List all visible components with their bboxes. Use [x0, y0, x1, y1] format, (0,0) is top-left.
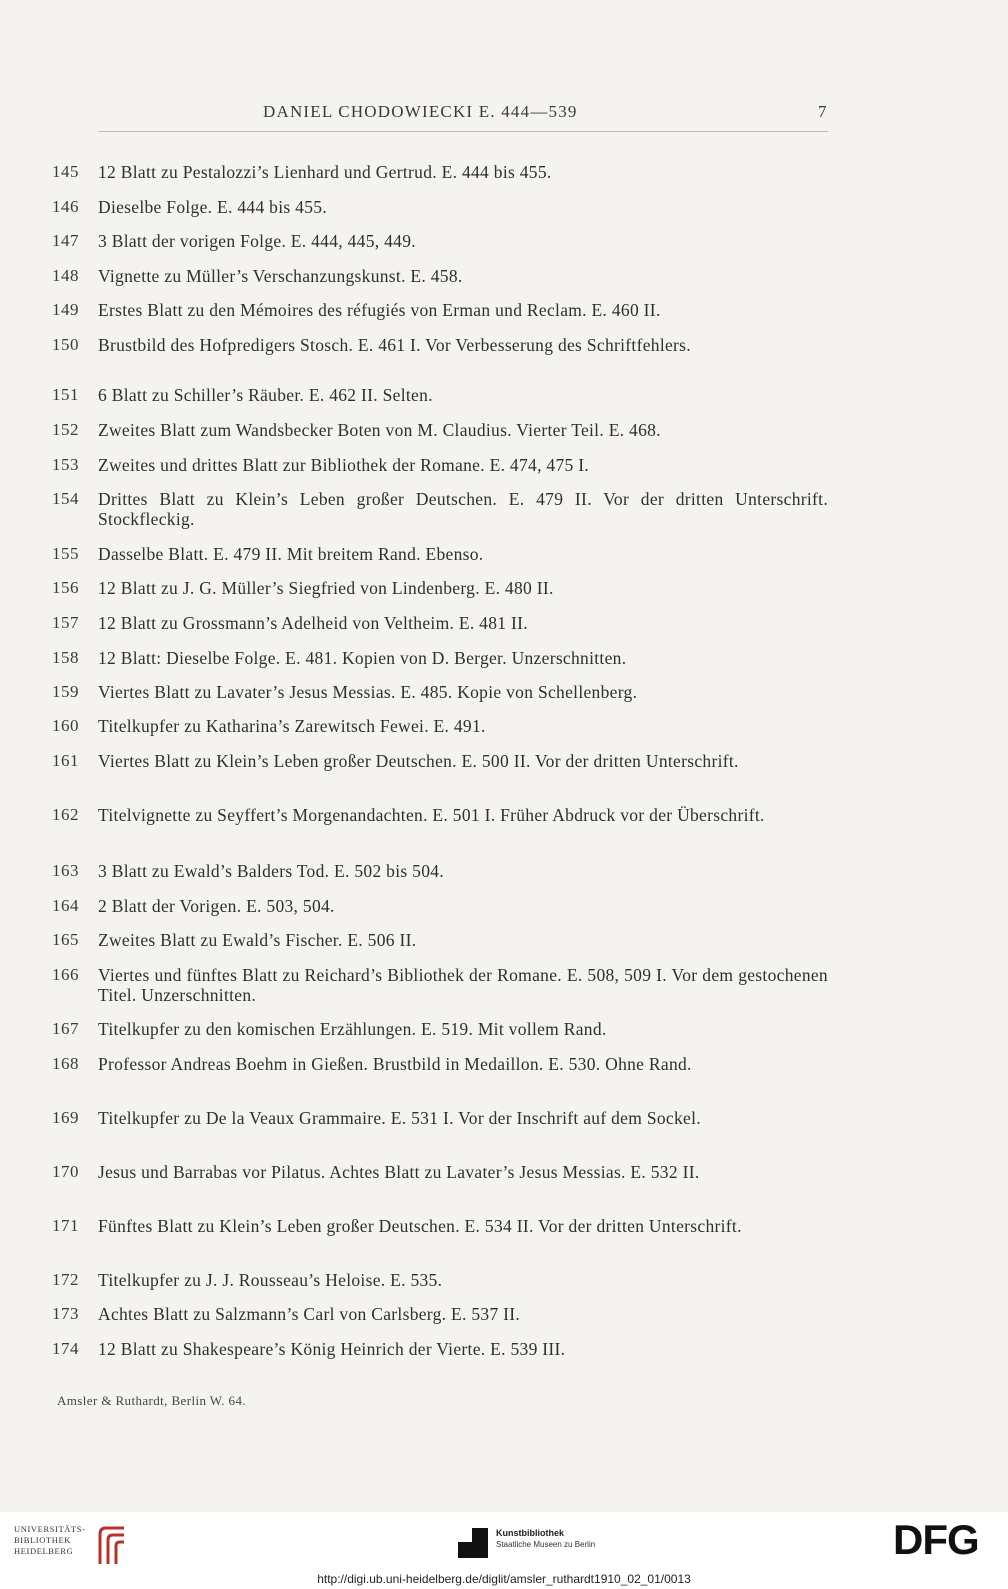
entry-number: 146 [52, 197, 79, 216]
entry-number: 170 [52, 1162, 79, 1181]
entry-text: Titelkupfer zu Katharina’s Zarewitsch Fewei. E. 491. [98, 716, 486, 736]
entry-text: Titelkupfer zu J. J. Rousseau’s Heloise. E. 535. [98, 1270, 443, 1290]
kunstbibliothek-emblem-icon [456, 1526, 490, 1560]
entry-text: 6 Blatt zu Schiller’s Räuber. E. 462 II. Selten. [98, 385, 433, 405]
university-library-emblem-icon [94, 1524, 134, 1568]
entry-text: Dasselbe Blatt. E. 479 II. Mit breitem Rand. Ebenso. [98, 544, 484, 564]
entry-number: 150 [52, 335, 79, 354]
entry-number: 155 [52, 544, 79, 563]
kunstbibliothek-logo[interactable] [456, 1526, 646, 1566]
entry-text: Brustbild des Hofpredigers Stosch. E. 461 I. Vor Verbesserung des Schriftfehlers. [98, 335, 691, 355]
entry-number: 152 [52, 420, 79, 439]
entry-text: Achtes Blatt zu Salzmann’s Carl von Carlsberg. E. 537 II. [98, 1304, 521, 1324]
entry-text: 12 Blatt zu Pestalozzi’s Lienhard und Gertrud. E. 444 bis 455. [98, 162, 552, 182]
university-library-logo-text: UNIVERSITÄTS- BIBLIOTHEK HEIDELBERG [14, 1524, 86, 1556]
digitization-footer [0, 1512, 1008, 1589]
entry-text: Drittes Blatt zu Klein’s Leben großer Deutschen. E. 479 II. Vor der dritten Unterschrift. Stockfleckig. [98, 489, 828, 529]
entry-number: 171 [52, 1216, 79, 1235]
kunstbibliothek-name: Kunstbibliothek [496, 1528, 564, 1538]
entry-text: Viertes Blatt zu Lavater’s Jesus Messias. E. 485. Kopie von Schellenberg. [98, 682, 638, 702]
entry-text: Dieselbe Folge. E. 444 bis 455. [98, 197, 327, 217]
dfg-logo[interactable]: DFG [893, 1516, 979, 1563]
entry-text: Zweites Blatt zu Ewald’s Fischer. E. 506 II. [98, 930, 417, 950]
entry-text: 3 Blatt zu Ewald’s Balders Tod. E. 502 bis 504. [98, 861, 444, 881]
entry-text: 12 Blatt: Dieselbe Folge. E. 481. Kopien von D. Berger. Unzerschnitten. [98, 648, 627, 668]
entry-text: Viertes Blatt zu Klein’s Leben großer Deutschen. E. 500 II. Vor der dritten Unterschrift. [98, 751, 739, 771]
entry-text: Jesus und Barrabas vor Pilatus. Achtes Blatt zu Lavater’s Jesus Messias. E. 532 II. [98, 1162, 700, 1182]
entry-text: 12 Blatt zu Grossmann’s Adelheid von Veltheim. E. 481 II. [98, 613, 528, 633]
entry-text: 2 Blatt der Vorigen. E. 503, 504. [98, 896, 335, 916]
entry-number: 169 [52, 1108, 79, 1127]
entry-number: 165 [52, 930, 79, 949]
header-rule [98, 131, 828, 132]
running-head-title: DANIEL CHODOWIECKI E. 444—539 [263, 102, 578, 121]
page-number: 7 [818, 102, 827, 121]
entry-text: Viertes und fünftes Blatt zu Reichard’s Bibliothek der Romane. E. 508, 509 I. Vor dem gestochenen Titel. Unzerschnitten. [98, 965, 828, 1005]
entry-text: Titelvignette zu Seyffert’s Morgenandachten. E. 501 I. Früher Abdruck vor der Überschrift. [98, 805, 765, 825]
entry-text: Zweites und drittes Blatt zur Bibliothek der Romane. E. 474, 475 I. [98, 455, 590, 475]
entry-number: 162 [52, 805, 79, 824]
entry-text: 12 Blatt zu J. G. Müller’s Siegfried von Lindenberg. E. 480 II. [98, 578, 554, 598]
entry-number: 149 [52, 300, 79, 319]
entry-number: 160 [52, 716, 79, 735]
entry-text: Vignette zu Müller’s Verschanzungskunst. E. 458. [98, 266, 463, 286]
entry-number: 163 [52, 861, 79, 880]
entry-number: 166 [52, 965, 79, 984]
entry-number: 161 [52, 751, 79, 770]
entry-text: Titelkupfer zu den komischen Erzählungen. E. 519. Mit vollem Rand. [98, 1019, 607, 1039]
running-head [0, 102, 1008, 126]
entry-number: 164 [52, 896, 79, 915]
entry-text: Zweites Blatt zum Wandsbecker Boten von M. Claudius. Vierter Teil. E. 468. [98, 420, 661, 440]
entry-text: 3 Blatt der vorigen Folge. E. 444, 445, 449. [98, 231, 416, 251]
university-library-logo[interactable] [14, 1524, 134, 1568]
entry-number: 154 [52, 489, 79, 508]
entry-number: 153 [52, 455, 79, 474]
entry-number: 145 [52, 162, 79, 181]
entry-number: 148 [52, 266, 79, 285]
entry-text: Erstes Blatt zu den Mémoires des réfugiés von Erman und Reclam. E. 460 II. [98, 300, 661, 320]
entry-text: Professor Andreas Boehm in Gießen. Brustbild in Medaillon. E. 530. Ohne Rand. [98, 1054, 692, 1074]
entry-number: 174 [52, 1339, 79, 1358]
entry-number: 158 [52, 648, 79, 667]
entry-text: 12 Blatt zu Shakespeare’s König Heinrich der Vierte. E. 539 III. [98, 1339, 566, 1359]
entry-number: 151 [52, 385, 79, 404]
entry-number: 172 [52, 1270, 79, 1289]
entry-number: 167 [52, 1019, 79, 1038]
entry-number: 173 [52, 1304, 79, 1323]
kunstbibliothek-subtitle: Staatliche Museen zu Berlin [496, 1540, 596, 1549]
entry-number: 157 [52, 613, 79, 632]
entry-number: 168 [52, 1054, 79, 1073]
entry-text: Titelkupfer zu De la Veaux Grammaire. E. 531 I. Vor der Inschrift auf dem Sockel. [98, 1108, 701, 1128]
entry-text: Fünftes Blatt zu Klein’s Leben großer Deutschen. E. 534 II. Vor der dritten Unterschrift. [98, 1216, 742, 1236]
source-url-link[interactable]: http://digi.ub.uni-heidelberg.de/diglit/amsler_ruthardt1910_02_01/0013 [317, 1572, 691, 1586]
entry-number: 159 [52, 682, 79, 701]
entry-number: 147 [52, 231, 79, 250]
entry-number: 156 [52, 578, 79, 597]
printer-imprint: Amsler & Ruthardt, Berlin W. 64. [57, 1393, 247, 1408]
